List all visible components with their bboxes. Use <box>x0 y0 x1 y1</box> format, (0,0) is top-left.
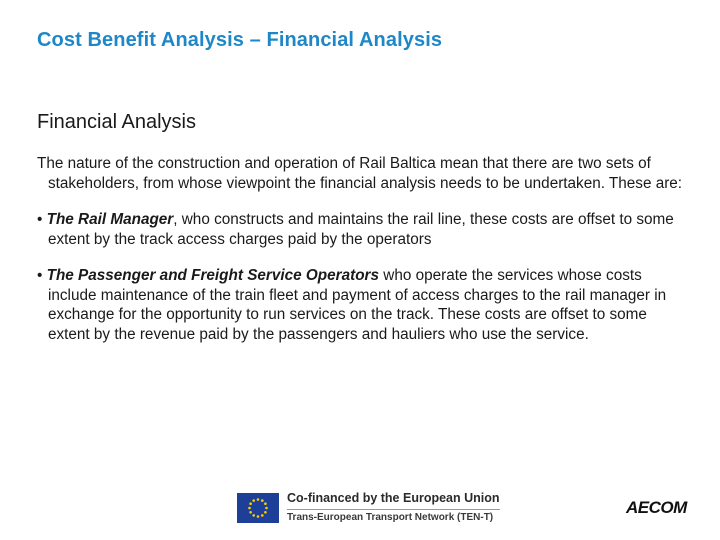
bullet-text: , who constructs and maintains the rail line, these costs are offset to some extent by the track access charges paid by the operators <box>48 211 674 248</box>
section-heading: Financial Analysis <box>37 111 196 133</box>
eu-stars <box>237 493 279 523</box>
bullet-rail-manager <box>37 210 687 249</box>
bullet-marker: • <box>37 267 43 284</box>
ten-t-text: Trans-European Transport Network (TEN-T) <box>287 509 500 524</box>
slide-title: Cost Benefit Analysis – Financial Analysis <box>37 29 443 51</box>
bullet-term: The Rail Manager <box>46 211 174 228</box>
eu-cofinance-text: Co-financed by the European Union <box>287 491 500 505</box>
bullet-service-operators <box>37 266 687 344</box>
bullet-marker: • <box>37 211 43 228</box>
aecom-logo: AECOM <box>626 498 687 517</box>
eu-text-block <box>287 491 500 524</box>
eu-cofinance-banner <box>237 492 500 523</box>
bullet-term: The Passenger and Freight Service Operators <box>46 267 380 284</box>
bullet-text: who operate the services whose costs include maintenance of the train fleet and payment of access charges to the rail manager in exchange for the opportunity to run services on the track. These costs are offset to some extent by the revenue paid by the passengers and hauliers who use the service. <box>48 267 667 343</box>
eu-flag-icon <box>237 493 279 523</box>
intro-paragraph: The nature of the construction and operation of Rail Baltica mean that there are two sets of stakeholders, from whose viewpoint the financial analysis needs to be undertaken. These are: <box>37 155 683 192</box>
body-text <box>37 154 687 361</box>
